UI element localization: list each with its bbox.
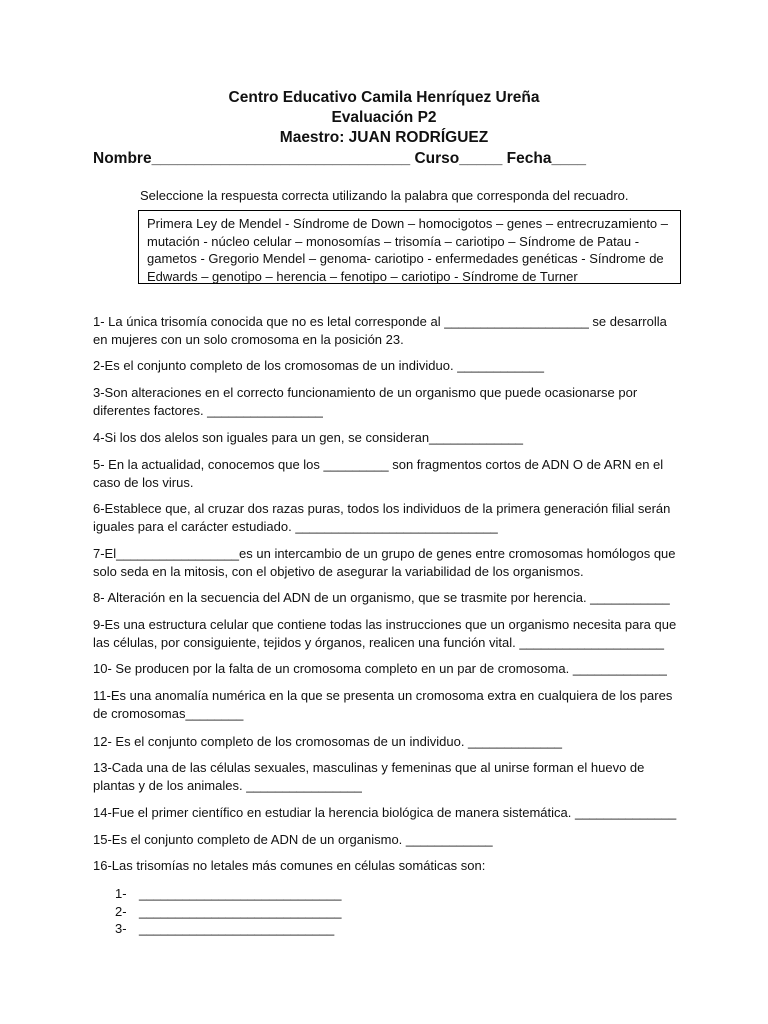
- question-9: 9-Es una estructura celular que contiene todas las instrucciones que un organismo necesita para que las células, por consiguiente, tejidos y órganos, realicen una función vital. ____________________: [93, 617, 677, 650]
- answer-list: [115, 885, 341, 938]
- question-16: 16-Las trisomías no letales más comunes en células somáticas son:: [93, 858, 486, 873]
- instruction-text: Seleccione la respuesta correcta utilizando la palabra que corresponda del recuadro.: [140, 188, 629, 203]
- question-7: 7-El_________________es un intercambio de un grupo de genes entre cromosomas homólogos que solo seda en la mitosis, con el objetivo de asegurar la variabilidad de los organismos.: [93, 546, 676, 579]
- question-5: 5- En la actualidad, conocemos que los _________ son fragmentos cortos de ADN O de ARN en el caso de los virus.: [93, 457, 664, 490]
- question-3: 3-Son alteraciones en el correcto funcionamiento de un organismo que puede ocasionarse por diferentes factores. ________________: [93, 385, 638, 418]
- teacher-name: Maestro: JUAN RODRÍGUEZ: [279, 129, 489, 146]
- header: [0, 88, 768, 148]
- school-name: Centro Educativo Camila Henríquez Ureña: [228, 89, 540, 106]
- question-12: 12- Es el conjunto completo de los cromosomas de un individuo. _____________: [93, 734, 563, 749]
- question-6: 6-Establece que, al cruzar dos razas puras, todos los individuos de la primera generación filial serán iguales para el carácter estudiado. ____________________________: [93, 501, 671, 534]
- evaluation-title: Evaluación P2: [331, 109, 437, 126]
- answer-line-2[interactable]: 2- ____________________________: [115, 903, 342, 919]
- question-4: 4-Si los dos alelos son iguales para un gen, se consideran_____________: [93, 430, 524, 445]
- question-14: 14-Fue el primer científico en estudiar la herencia biológica de manera sistemática. ______________: [93, 805, 677, 820]
- question-13: 13-Cada una de las células sexuales, masculinas y femeninas que al unirse forman el huevo de plantas y de los animales. ________________: [93, 760, 645, 793]
- answer-line-3[interactable]: 3- ___________________________: [115, 921, 335, 936]
- student-info-line: Nombre______________________________ Curso_____ Fecha____: [93, 150, 586, 167]
- question-2: 2-Es el conjunto completo de los cromosomas de un individuo. ____________: [93, 358, 544, 373]
- question-10: 10- Se producen por la falta de un cromosoma completo en un par de cromosoma. _____________: [93, 661, 667, 676]
- question-15: 15-Es el conjunto completo de ADN de un organismo. ____________: [93, 832, 493, 847]
- question-8: 8- Alteración en la secuencia del ADN de un organismo, que se trasmite por herencia. ___________: [93, 590, 670, 605]
- word-bank-box: Primera Ley de Mendel - Síndrome de Down – homocigotos – genes – entrecruzamiento – mutación - núcleo celular – monosomías – trisomía – cariotipo – Síndrome de Patau - gametos - Gregorio Mendel – genoma- cariotipo - enfermedades genéticas - Síndrome de Edwards – genotipo – herencia – fenotipo – cariotipo - Síndrome de Turner: [138, 210, 681, 284]
- question-11: 11-Es una anomalía numérica en la que se presenta un cromosoma extra en cualquiera de los pares de cromosomas________: [93, 688, 673, 721]
- question-1: 1- La única trisomía conocida que no es letal corresponde al ____________________ se desarrolla en mujeres con un solo cromosoma en la posición 23.: [93, 314, 667, 347]
- answer-line-1[interactable]: 1- ____________________________: [115, 886, 342, 901]
